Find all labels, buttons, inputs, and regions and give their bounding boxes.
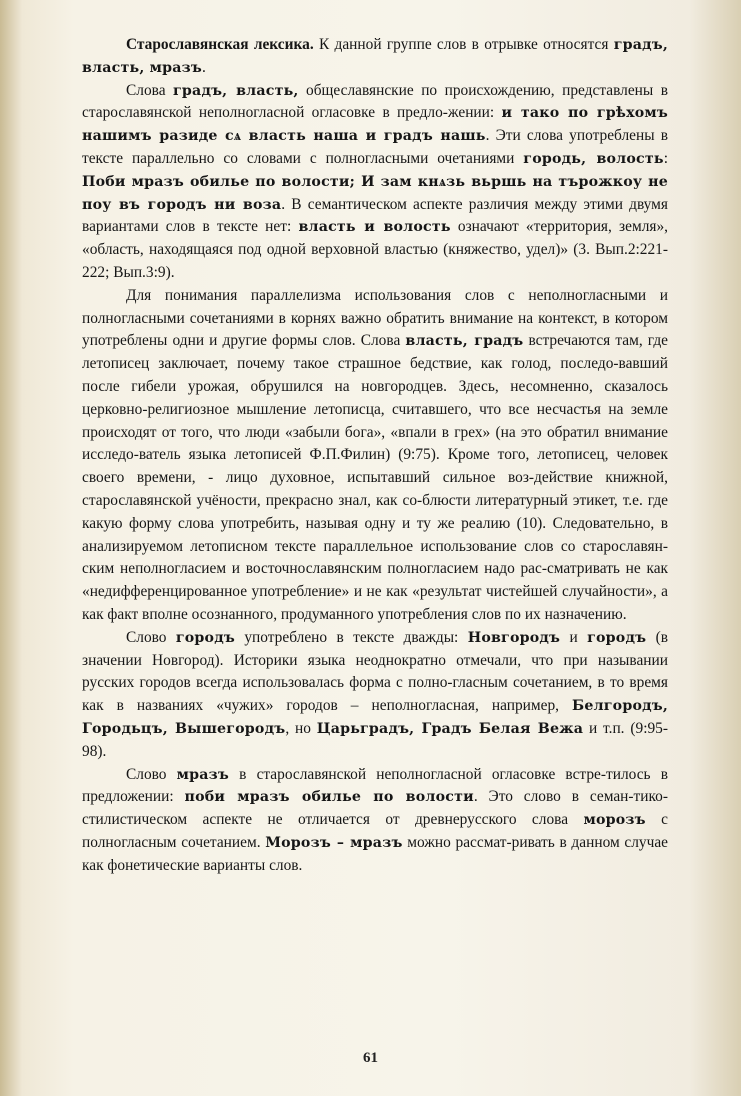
old-slavonic-word: градъ, власть, мразъ	[82, 37, 668, 76]
text-run: можно рассмат-ривать в данном случае как фонетические варианты слов.	[82, 833, 668, 874]
old-slavonic-word: мразъ	[176, 766, 230, 783]
old-slavonic-word: городъ	[587, 629, 647, 646]
paragraph-3	[82, 285, 668, 627]
old-slavonic-word: Белгородъ, Городьцъ, Вышегородъ	[82, 698, 668, 737]
old-slavonic-word: Поби мразъ обилье по волости; И зам кнѧзь вьршь на търожкоу не поу въ городъ ни воза	[82, 173, 668, 213]
paragraph-1	[82, 34, 668, 80]
text-run: (в значении Новгород). Историки языка неоднократно отмечали, что при назывании русских городов всегда использовалась форма с полно-гласным сочетанием, в то время как в названиях «чужих» городов – неполногласная, например,	[82, 628, 668, 715]
text-run: :	[663, 149, 668, 167]
old-slavonic-word: власть, градъ	[405, 333, 524, 350]
old-slavonic-word: власть и волость	[298, 219, 451, 236]
old-slavonic-word: градъ, власть,	[173, 82, 299, 99]
text-run: , но	[285, 719, 317, 737]
text-run: и т.п. (9:95-98).	[82, 719, 668, 760]
text-run: Слово	[126, 765, 177, 783]
text-run: Слова	[126, 81, 174, 99]
old-slavonic-word: Царьградъ, Градъ Белая Вежа	[316, 720, 584, 737]
old-slavonic-word: и тако по грѣхомъ нашимъ разиде сѧ власть наша и градъ нашь	[82, 105, 668, 145]
old-slavonic-word: Морозъ – мразъ	[265, 834, 403, 851]
text-run: означают «территория, земля», «область, находящаяся под одной верховной властью (княжество, удел)» (3. Вып.2:221-222; Вып.3:9).	[82, 218, 669, 281]
text-run: .	[201, 58, 206, 76]
old-slavonic-word: морозъ	[583, 812, 646, 829]
text-run: Для понимания параллелизма использования слов с неполногласными и полногласными сочетаниями в корнях важно обратить внимание на контекст, в котором употреблены одни и другие формы слов. Слова	[82, 286, 668, 350]
old-slavonic-word: Новгородъ	[467, 629, 561, 646]
text-run: общеславянские по происхождению, представлены в старославянской неполногласной огласовке в предло-жении:	[82, 81, 668, 122]
old-slavonic-word: городь, волость	[523, 150, 664, 167]
text-run: в старославянской неполногласной огласовке встре-тилось в предложении:	[82, 765, 668, 806]
paragraph-2	[82, 80, 668, 285]
text-run: и	[560, 628, 588, 646]
old-slavonic-word: городъ	[175, 629, 235, 646]
text-run: . В семантическом аспекте различия между этими двумя вариантами слов в тексте нет:	[82, 195, 668, 236]
text-run: Слово	[126, 628, 176, 646]
text-run: с полногласным сочетанием.	[82, 811, 669, 851]
section-heading: Старославянская лексика.	[126, 36, 314, 53]
page-number: 61	[363, 1050, 378, 1066]
paragraph-4	[82, 627, 668, 764]
text-run: встречаются там, где летописец заключает, почему такое страшное бедствие, как голод, последо-вавший после гибели урожая, обрушился на новгородцев. Здесь, несомненно, сказалось церковно-религиозное мышление летописца, считавшего, что все несчастья на земле происходят от того, что люди «забыли бога», «впали в грех» (на это обратил внимание исследо-ватель языка летописей Ф.П.Филин) (9:75). Кроме того, летописец, человек своего времени, - лицо духовное, испытавший сильное воз-действие книжной, старославянской учёности, прекрасно знал, как со-блюсти литературный этикет, т.е. где какую форму слова употребить, называя одну и ту же реалию (10). Следовательно, в анализируемом летописном тексте параллельное использование слов со старославян-ским неполногласием и восточнославянским полногласием надо рас-сматривать не как «недифференцированное употребление» и не как «результат чистейшей случайности», а как факт вполне осознанного, продуманного употребления слов по их назначению.	[82, 332, 668, 623]
body-text	[82, 34, 668, 877]
old-slavonic-word: поби мразъ обилье по волости	[184, 789, 474, 806]
text-run: . Это слово в семан-тико-стилистическом аспекте не отличается от древнерусского слова	[82, 788, 668, 829]
paragraph-5	[82, 764, 668, 878]
text-run: . Эти слова употреблены в тексте параллельно со словами с полногласными очетаниями	[82, 127, 668, 167]
text-run: К данной группе слов в отрывке относятся	[313, 36, 614, 53]
text-run: употреблено в тексте дважды:	[234, 628, 468, 646]
